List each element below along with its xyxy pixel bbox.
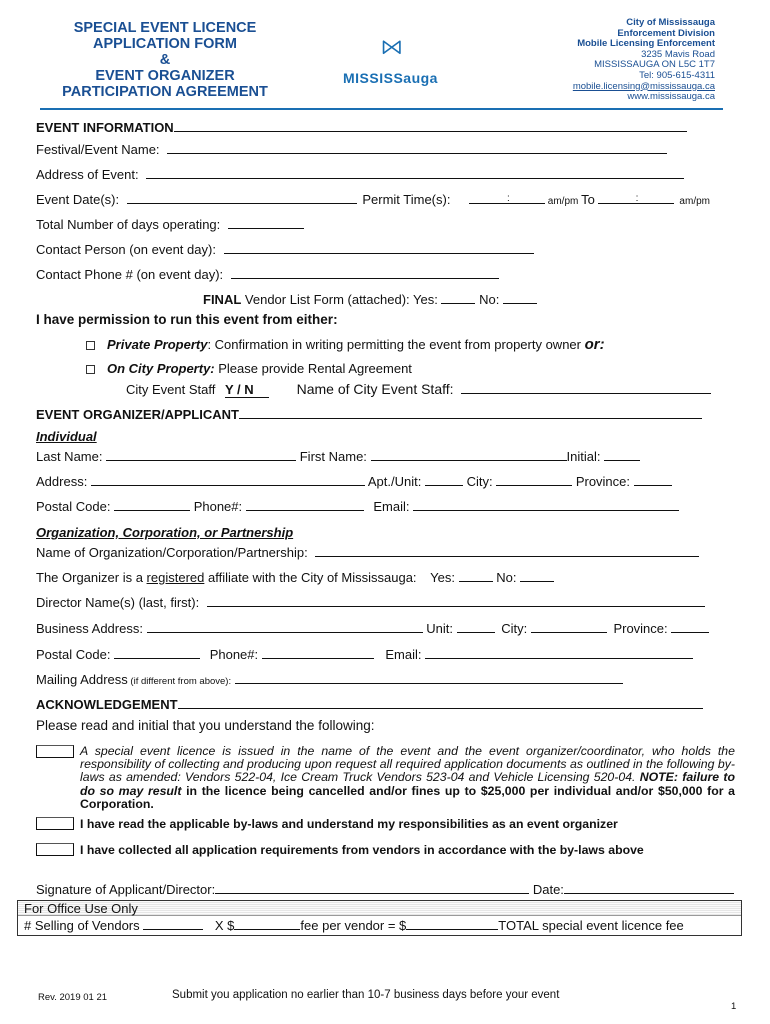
business-address-field[interactable] xyxy=(147,621,423,633)
organizer-heading-text: EVENT ORGANIZER/APPLICANT xyxy=(36,407,239,422)
contact-phone-row xyxy=(36,267,499,282)
postal-row xyxy=(36,499,679,514)
logo-wordmark: MISSISSauga xyxy=(343,70,438,86)
business-address-row xyxy=(36,621,709,636)
permit-time-fields xyxy=(469,192,710,207)
contact-city-postal: MISSISSAUGA ON L5C 1T7 xyxy=(594,59,715,71)
last-name-field[interactable] xyxy=(106,449,296,461)
total-fee-label: TOTAL special event licence fee xyxy=(498,918,684,933)
to-label: To xyxy=(581,192,595,207)
ack-initial-box-3[interactable] xyxy=(36,843,74,859)
phone-field[interactable] xyxy=(246,499,364,511)
event-dates-row xyxy=(36,192,450,207)
event-address-row xyxy=(36,167,684,182)
business-postal-row xyxy=(36,647,693,662)
contact-city: City of Mississauga xyxy=(626,17,715,28)
contact-unit: Mobile Licensing Enforcement xyxy=(577,38,715,50)
heading-rule xyxy=(239,407,702,419)
directors-row xyxy=(36,595,705,610)
last-name-label: Last Name: xyxy=(36,449,103,464)
signature-field[interactable] xyxy=(215,882,529,894)
apt-field[interactable] xyxy=(425,474,463,486)
business-phone-field[interactable] xyxy=(262,647,374,659)
city-staff-yn-field[interactable]: Y / N xyxy=(225,382,269,398)
affiliate-row xyxy=(36,570,554,585)
vendors-count-field[interactable] xyxy=(143,918,203,930)
form-title-line: PARTICIPATION AGREEMENT xyxy=(62,84,268,100)
initial-label: Initial: xyxy=(566,449,601,464)
permit-time-label: Permit Time(s): xyxy=(362,192,451,207)
event-dates-label: Event Date(s): xyxy=(36,192,120,207)
affiliate-no-label: No: xyxy=(496,570,517,585)
permit-end-minutes-field[interactable] xyxy=(635,192,674,204)
affiliate-text: affiliate with the City of Mississauga: xyxy=(204,570,417,585)
org-name-label: Name of Organization/Corporation/Partnership: xyxy=(36,545,308,560)
organizer-heading xyxy=(36,407,702,422)
address-row xyxy=(36,474,672,489)
directors-label: Director Name(s) (last, first): xyxy=(36,595,200,610)
city-staff-name-label: Name of City Event Staff: xyxy=(296,381,454,397)
individual-heading: Individual xyxy=(36,429,97,444)
days-operating-label: Total Number of days operating: xyxy=(36,217,221,232)
email-field[interactable] xyxy=(413,499,679,511)
office-fee-row xyxy=(24,918,684,933)
address-label: Address: xyxy=(36,474,88,489)
page-number: 1 xyxy=(731,1001,737,1012)
ack-item-2: I have read the applicable by-laws and understand my responsibilities as an event organizer xyxy=(80,817,618,831)
city-staff-name-field[interactable] xyxy=(461,382,711,394)
name-row xyxy=(36,449,640,464)
ack-heading xyxy=(36,697,703,712)
contact-web: www.mississauga.ca xyxy=(627,91,715,103)
mississauga-logo-icon xyxy=(340,38,450,68)
event-name-field[interactable] xyxy=(167,142,667,154)
form-title-line: & xyxy=(159,52,171,68)
permit-start-time-field[interactable] xyxy=(469,192,509,204)
private-property-label: Private Property xyxy=(107,337,208,352)
ack-heading-text: ACKNOWLEDGEMENT xyxy=(36,697,178,712)
vendor-list-yes-field[interactable] xyxy=(441,292,475,304)
first-name-label: First Name: xyxy=(299,449,367,464)
permit-start-minutes-field[interactable] xyxy=(509,192,545,204)
ack-item-1-penalty: in the licence being cancelled and/or fines up to $25,000 per individual and/or $50,000 for a Corporation. xyxy=(80,783,735,811)
business-address-label: Business Address: xyxy=(36,621,143,636)
initial-box[interactable] xyxy=(36,817,74,830)
affiliate-text: The Organizer is a xyxy=(36,570,147,585)
private-property-text: : Confirmation in writing permitting the event from property owner xyxy=(207,337,581,352)
organization-heading: Organization, Corporation, or Partnership xyxy=(36,525,294,540)
ampm-label: am/pm xyxy=(679,196,710,207)
event-dates-field[interactable] xyxy=(127,192,357,204)
city-staff-label: City Event Staff xyxy=(126,382,216,397)
ack-item-3: I have collected all application requirements from vendors in accordance with the by-laws above xyxy=(80,843,644,857)
business-province-label: Province: xyxy=(613,621,668,636)
postal-field[interactable] xyxy=(114,499,190,511)
fee-per-vendor-label: fee per vendor = $ xyxy=(300,918,407,933)
contact-person-row xyxy=(36,242,534,257)
business-phone-label: Phone#: xyxy=(209,647,259,662)
or-label: or: xyxy=(584,336,605,353)
unit-label: Unit: xyxy=(426,621,453,636)
business-province-field[interactable] xyxy=(671,621,709,633)
apt-label: Apt./Unit: xyxy=(367,474,422,489)
x-label: X $ xyxy=(214,918,235,933)
ack-item-1 xyxy=(80,745,735,811)
first-name-field[interactable] xyxy=(371,449,567,461)
private-property-row xyxy=(86,336,605,353)
org-name-field[interactable] xyxy=(315,545,699,557)
vendor-list-label: Vendor List Form (attached): Yes: xyxy=(244,292,438,307)
ack-item-1-text: A special event licence is issued in the name of the event and the event organizer/coordinator, who holds the responsibility of collecting and producing upon request all required application documents as outlined in the following by-laws as amended: Vendors 522-04, Ice Cream Truck Vendors 523-04 and Vehicle Licensing 520-04. xyxy=(80,744,735,785)
province-label: Province: xyxy=(575,474,631,489)
org-name-row xyxy=(36,545,699,560)
mailing-address-label: Mailing Address xyxy=(36,672,128,687)
signature-label: Signature of Applicant/Director: xyxy=(36,882,216,897)
initial-field[interactable] xyxy=(604,449,640,461)
contact-person-label: Contact Person (on event day): xyxy=(36,242,216,257)
business-postal-label: Postal Code: xyxy=(36,647,111,662)
city-property-checkbox[interactable] xyxy=(86,365,95,374)
heading-rule xyxy=(178,697,703,709)
province-field[interactable] xyxy=(634,474,672,486)
form-title-line: APPLICATION FORM xyxy=(93,36,237,52)
signature-row xyxy=(36,882,734,897)
phone-label: Phone#: xyxy=(193,499,243,514)
affiliate-yes-field[interactable] xyxy=(459,570,493,582)
address-field[interactable] xyxy=(91,474,365,486)
submit-note: Submit you application no earlier than 10-7 business days before your event xyxy=(172,989,560,1001)
contact-tel: Tel: 905-615-4311 xyxy=(639,69,715,81)
city-field[interactable] xyxy=(496,474,572,486)
contact-email-link[interactable]: mobile.licensing@mississauga.ca xyxy=(572,80,715,92)
form-title-line: EVENT ORGANIZER xyxy=(95,68,235,84)
contact-phone-field[interactable] xyxy=(231,267,499,279)
form-title-line: SPECIAL EVENT LICENCE xyxy=(73,20,257,36)
contact-block xyxy=(573,18,715,103)
contact-division: Enforcement Division xyxy=(617,27,715,39)
city-label: City: xyxy=(466,474,493,489)
event-info-heading xyxy=(36,120,687,135)
permission-heading: I have permission to run this event from either: xyxy=(36,312,338,327)
final-label: FINAL xyxy=(203,292,242,307)
affiliate-no-field[interactable] xyxy=(520,570,554,582)
ack-intro: Please read and initial that you understand the following: xyxy=(36,718,375,733)
city-staff-row xyxy=(126,381,711,398)
vendor-list-no-field[interactable] xyxy=(503,292,537,304)
vendors-label: # Selling of Vendors xyxy=(24,918,140,933)
vendor-list-no-label: No: xyxy=(479,292,500,307)
revision-text: Rev. 2019 01 21 xyxy=(38,992,108,1003)
contact-person-field[interactable] xyxy=(224,242,534,254)
header-divider xyxy=(40,108,723,110)
ack-initial-box-2[interactable] xyxy=(36,817,74,833)
business-city-field[interactable] xyxy=(531,621,607,633)
event-address-label: Address of Event: xyxy=(36,167,139,182)
email-label: Email: xyxy=(373,499,410,514)
event-name-row xyxy=(36,142,667,157)
mailing-address-note: (if different from above): xyxy=(127,676,232,687)
business-postal-field[interactable] xyxy=(114,647,200,659)
city-property-label: On City Property: xyxy=(107,361,215,376)
days-operating-row xyxy=(36,217,304,232)
office-use-box xyxy=(17,900,742,936)
office-use-heading: For Office Use Only xyxy=(24,901,138,916)
postal-label: Postal Code: xyxy=(36,499,111,514)
business-email-field[interactable] xyxy=(425,647,693,659)
business-city-label: City: xyxy=(501,621,528,636)
form-title xyxy=(40,20,290,100)
days-operating-field[interactable] xyxy=(228,217,304,229)
business-email-label: Email: xyxy=(385,647,422,662)
event-info-heading-text: EVENT INFORMATION xyxy=(36,120,174,135)
permit-end-time-field[interactable] xyxy=(598,192,638,204)
private-property-checkbox[interactable] xyxy=(86,341,95,350)
contact-street: 3235 Mavis Road xyxy=(641,48,715,60)
heading-rule xyxy=(174,120,687,132)
registered-text: registered xyxy=(146,570,205,585)
initial-box[interactable] xyxy=(36,745,74,758)
date-field[interactable] xyxy=(564,882,734,894)
time-colon: : xyxy=(635,193,639,204)
initial-box[interactable] xyxy=(36,843,74,856)
total-fee-field[interactable] xyxy=(406,918,498,930)
ampm-label: am/pm xyxy=(547,196,579,207)
mailing-address-field[interactable] xyxy=(235,675,623,684)
ack-initial-box-1[interactable] xyxy=(36,745,74,761)
mailing-address-row xyxy=(36,672,623,687)
fee-per-vendor-field[interactable] xyxy=(234,918,300,930)
vendor-list-row xyxy=(203,292,537,307)
affiliate-yes-label: Yes: xyxy=(430,570,455,585)
time-colon: : xyxy=(507,193,510,204)
city-property-row xyxy=(86,361,412,376)
event-address-field[interactable] xyxy=(146,167,684,179)
directors-field[interactable] xyxy=(207,595,705,607)
date-label: Date: xyxy=(532,882,564,897)
event-name-label: Festival/Event Name: xyxy=(36,142,160,157)
unit-field[interactable] xyxy=(457,621,495,633)
city-property-text: Please provide Rental Agreement xyxy=(214,361,412,376)
ack-item-1-note: NOTE: failure to do so may result xyxy=(80,770,735,798)
contact-phone-label: Contact Phone # (on event day): xyxy=(36,267,224,282)
